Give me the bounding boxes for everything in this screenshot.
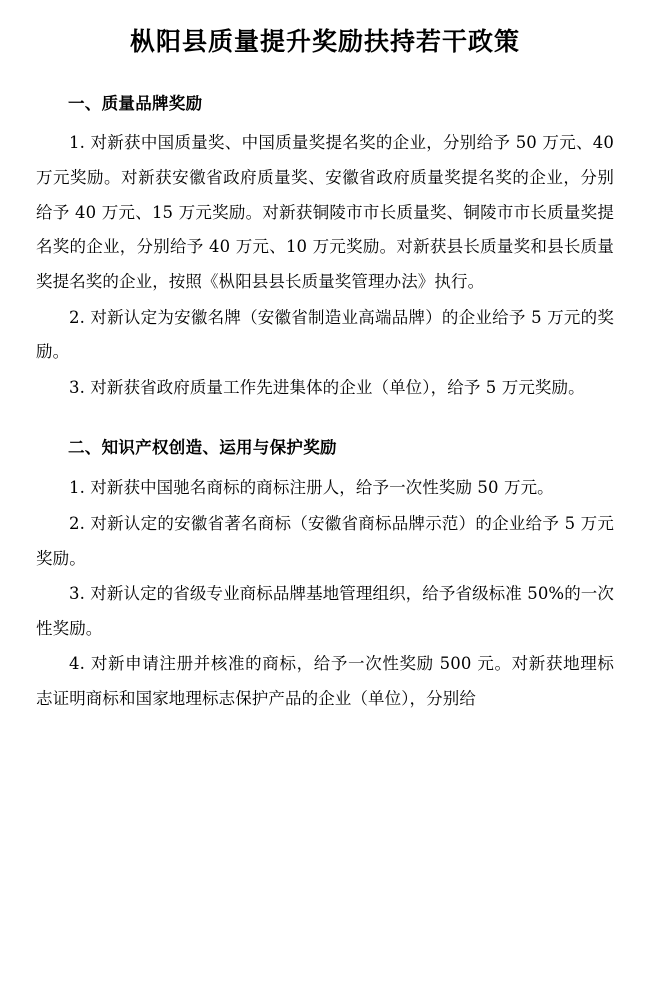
page-title: 枞阳县质量提升奖励扶持若干政策 [129, 27, 520, 56]
paragraph-2-1: 1. 对新获中国驰名商标的商标注册人，给予一次性奖励 50 万元。 [69, 478, 554, 498]
paragraph-1-2: 2. 对新认定为安徽名牌（安徽省制造业高端品牌）的企业给予 5 万元的奖励。 [36, 307, 614, 362]
paragraph-1-1: 1. 对新获中国质量奖、中国质量奖提名奖的企业，分别给予 50 万元、40 万元奖励。对新获安徽省政府质量奖、安徽省政府质量奖提名奖的企业，分别给予 40 万元、15 万元奖励。对新获铜陵市市长质量奖、铜陵市市长质量奖提名奖的企业，分别给予 40 万元、10 万元奖励。对新获县长质量奖和县长质量奖提名奖的企业，按照《枞阳县县长质量奖管理办法》执行。 [36, 133, 614, 291]
section-heading-2: 二、知识产权创造、运用与保护奖励 [68, 438, 337, 458]
paragraph-2-4: 4. 对新申请注册并核准的商标，给予一次性奖励 500 元。对新获地理标志证明商标和国家地理标志保护产品的企业（单位），分别给 [36, 654, 614, 709]
section-heading-1: 一、质量品牌奖励 [68, 93, 203, 113]
paragraph-2-3: 3. 对新认定的省级专业商标品牌基地管理组织，给予省级标准 50%的一次性奖励。 [36, 584, 615, 638]
paragraph-2-2: 2. 对新认定的安徽省著名商标（安徽省商标品牌示范）的企业给予 5 万元奖励。 [36, 513, 614, 568]
paragraph-1-3: 3. 对新获省政府质量工作先进集体的企业（单位），给予 5 万元奖励。 [69, 377, 585, 397]
